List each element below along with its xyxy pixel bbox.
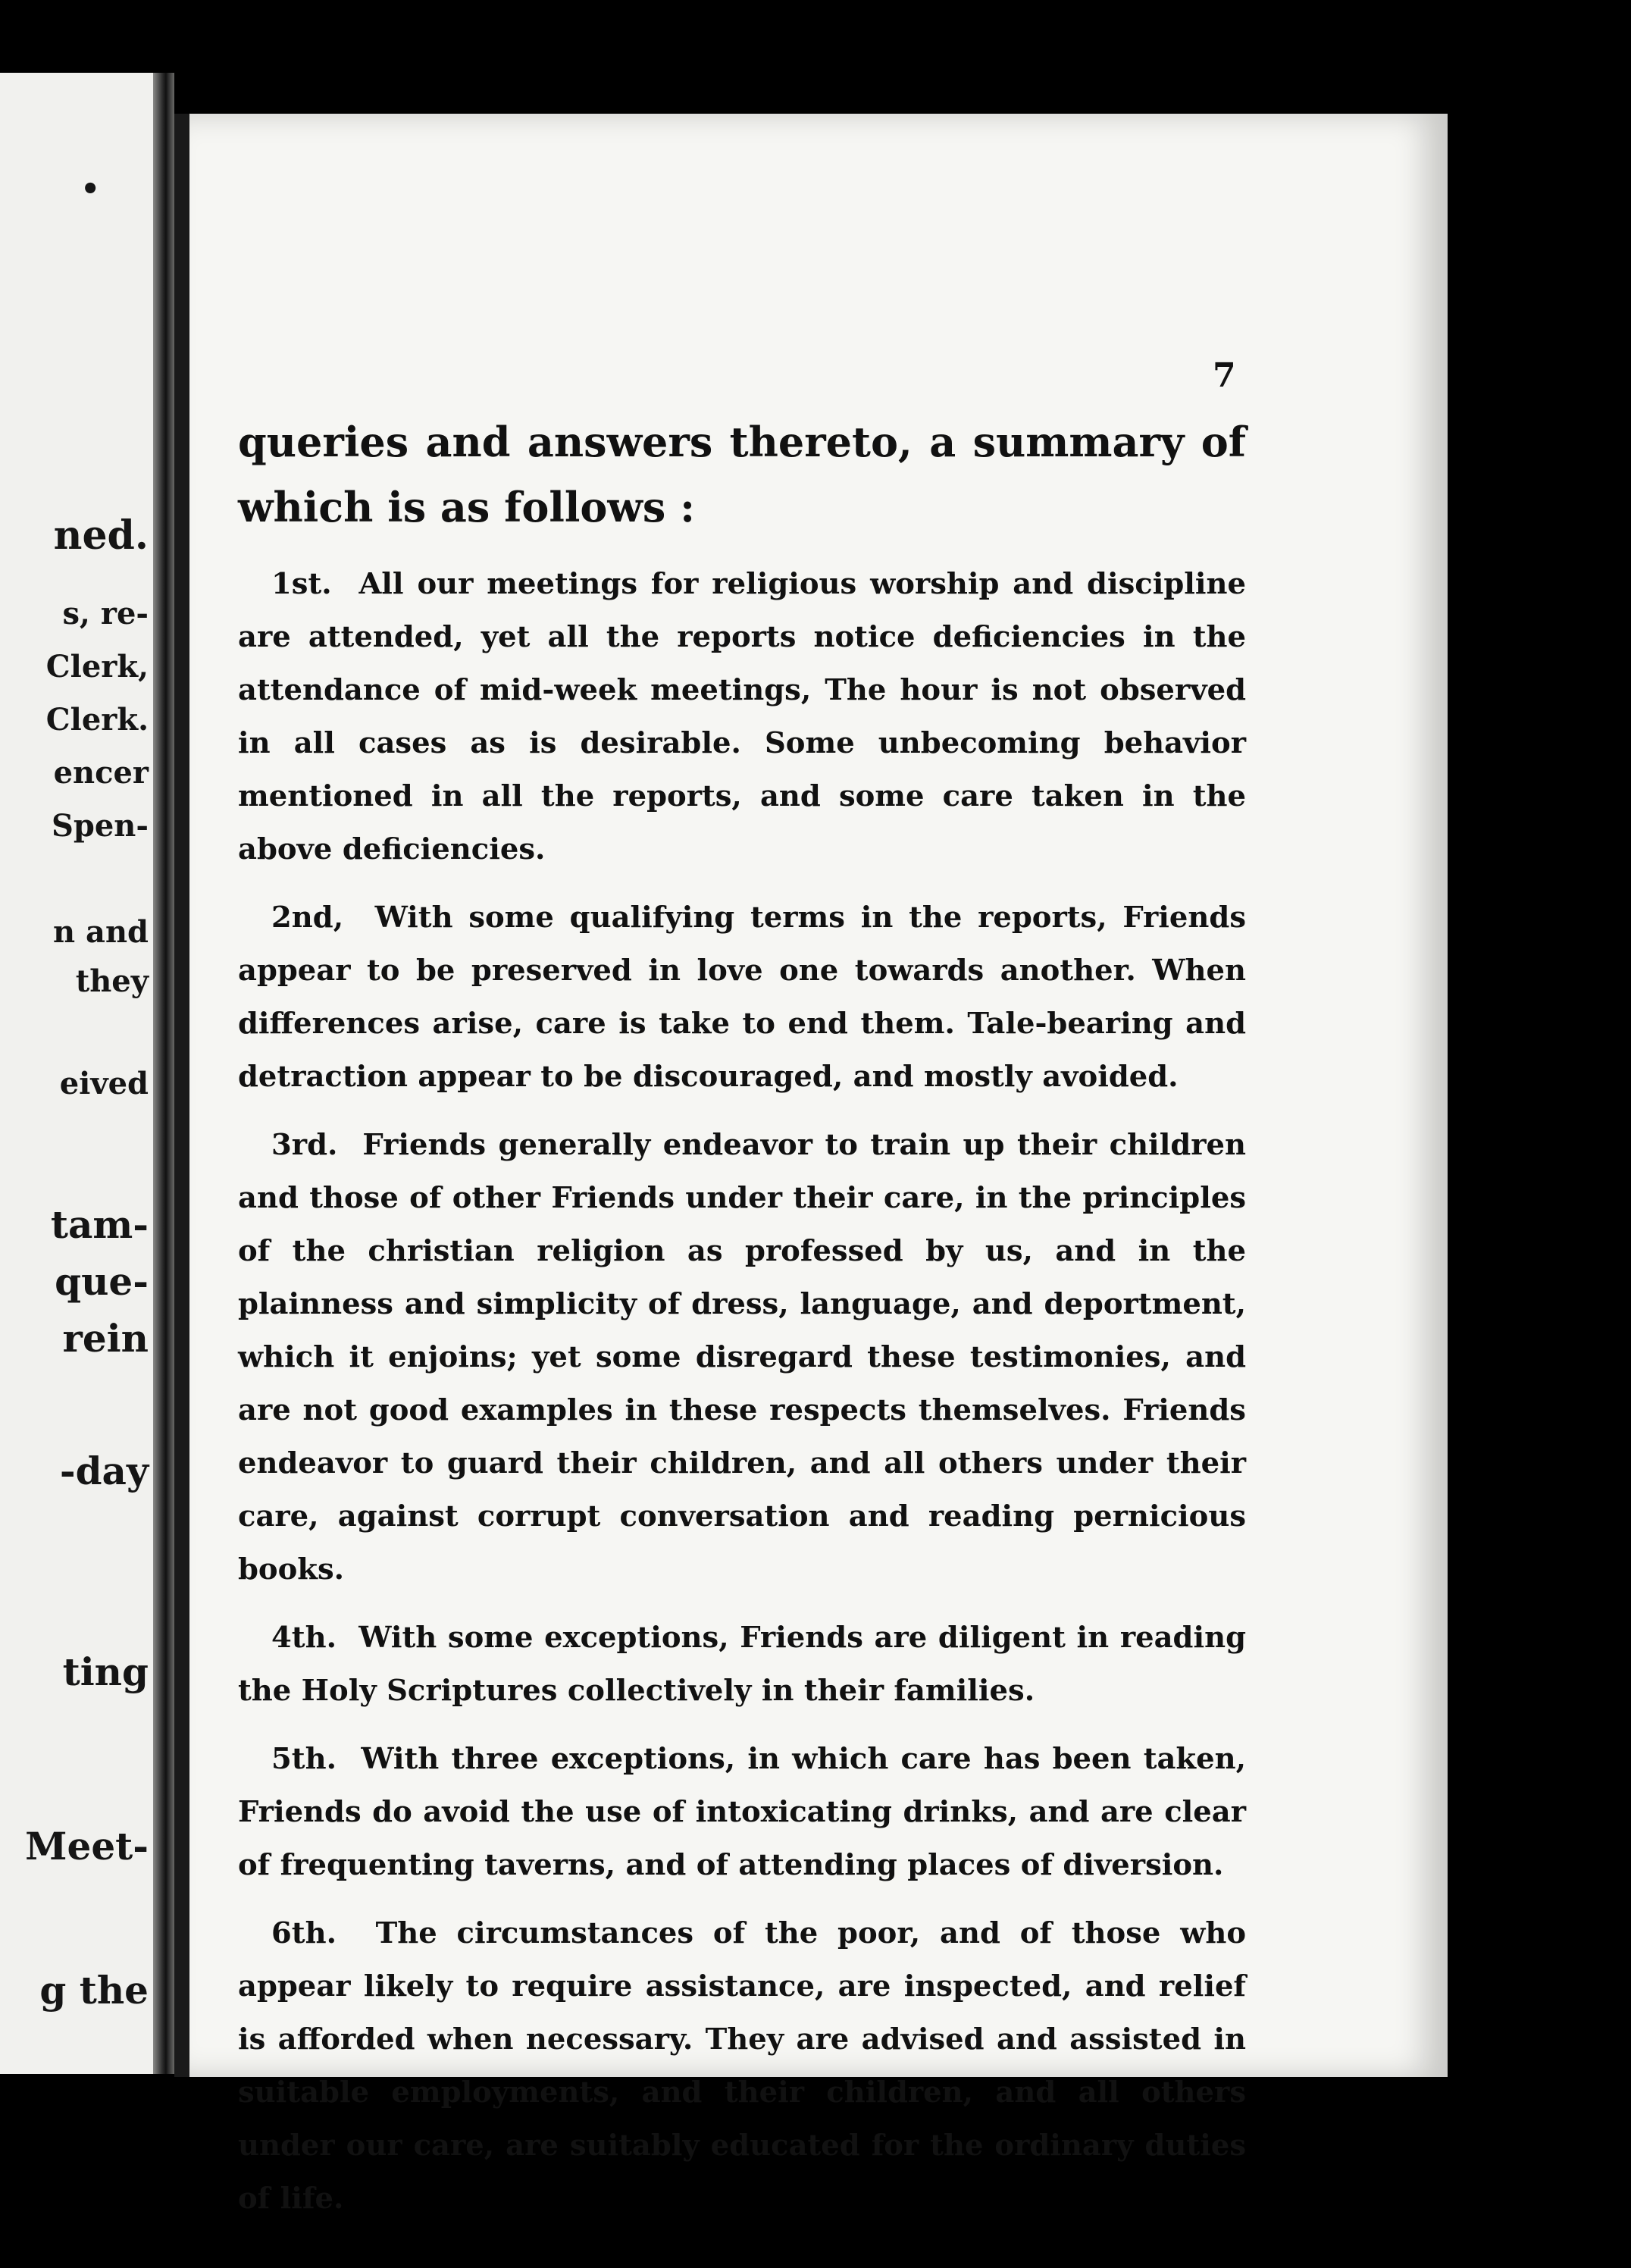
left-line: Meet- (25, 1824, 149, 1869)
paragraph-2nd (238, 891, 1246, 1104)
left-line: Spen- (52, 808, 149, 844)
left-line: rein (62, 1316, 149, 1361)
left-line: s, re- (62, 596, 149, 631)
paragraph-text: With three exceptions, in which care has been taken, Friends do avoid the use of intoxicating drinks, and are clear of frequenting taverns, and of attending places of diversion. (238, 1742, 1246, 1882)
paragraph-number: 2nd, (271, 901, 344, 935)
left-line: que- (55, 1259, 149, 1304)
facing-page-fragment (0, 73, 153, 2074)
page-text (238, 409, 1246, 2241)
paragraph-text: The circumstances of the poor, and of those who appear likely to require assistance, are inspected, and relief is afforded when necessary. They are advised and assisted in suitable employments, and their children, and all others under our care, are suitably educated for the ordinary duties of life. (238, 1916, 1247, 2216)
paragraph-number: 5th. (271, 1742, 337, 1776)
paragraph-number: 3rd. (271, 1128, 338, 1162)
paragraph-6th (238, 1907, 1246, 2226)
left-line: tam- (50, 1202, 149, 1247)
paragraph-text: Friends generally endeavor to train up their children and those of other Friends under their care, in the principles of the christian religion as professed by us, and in the plainness and simplicity of dress, language, and deportment, which it enjoins; yet some disregard these testimonies, and are not good examples in these respects themselves. Friends endeavor to guard their children, and all others under their care, against corrupt conversation and reading pernicious books. (238, 1128, 1247, 1587)
left-line: Clerk, (45, 649, 149, 684)
paragraph-5th (238, 1733, 1246, 1892)
paragraph-text: All our meetings for religious worship and discipline are attended, yet all the reports notice deficiencies in the attendance of mid-week meetings, The hour is not observed in all cases as is desirable. Some unbecoming behavior mentioned in all the reports, and some care taken in the above deficiencies. (238, 567, 1246, 866)
left-line: Clerk. (45, 702, 149, 738)
left-line: they (75, 963, 149, 999)
paragraph-number: 1st. (271, 567, 332, 601)
paragraph-number: 6th. (271, 1916, 337, 1950)
intro-text: queries and answers thereto, a summary of which is as follows : (238, 418, 1246, 531)
left-line: eived (59, 1066, 149, 1101)
left-line: n and (53, 914, 149, 950)
left-line: g the (39, 1968, 149, 2013)
left-line: ned. (53, 512, 149, 559)
paragraph-3rd (238, 1119, 1246, 1596)
left-line: ting (62, 1649, 149, 1694)
paragraph-1st (238, 558, 1246, 876)
page-number: 7 (1213, 356, 1236, 395)
left-line: • (80, 171, 100, 207)
book-gutter (153, 73, 174, 2074)
paragraph-text: With some qualifying terms in the reports, Friends appear to be preserved in love one towards another. When differences arise, care is take to end them. Tale-bearing and detraction appear to be discouraged, and mostly avoided. (238, 901, 1246, 1094)
paragraph-4th (238, 1612, 1246, 1718)
paragraph-number: 4th. (271, 1621, 337, 1655)
left-line: encer (53, 755, 149, 791)
left-line: -day (59, 1449, 149, 1493)
paragraph-text: With some exceptions, Friends are diligent in reading the Holy Scriptures collectively in their families. (238, 1621, 1247, 1708)
